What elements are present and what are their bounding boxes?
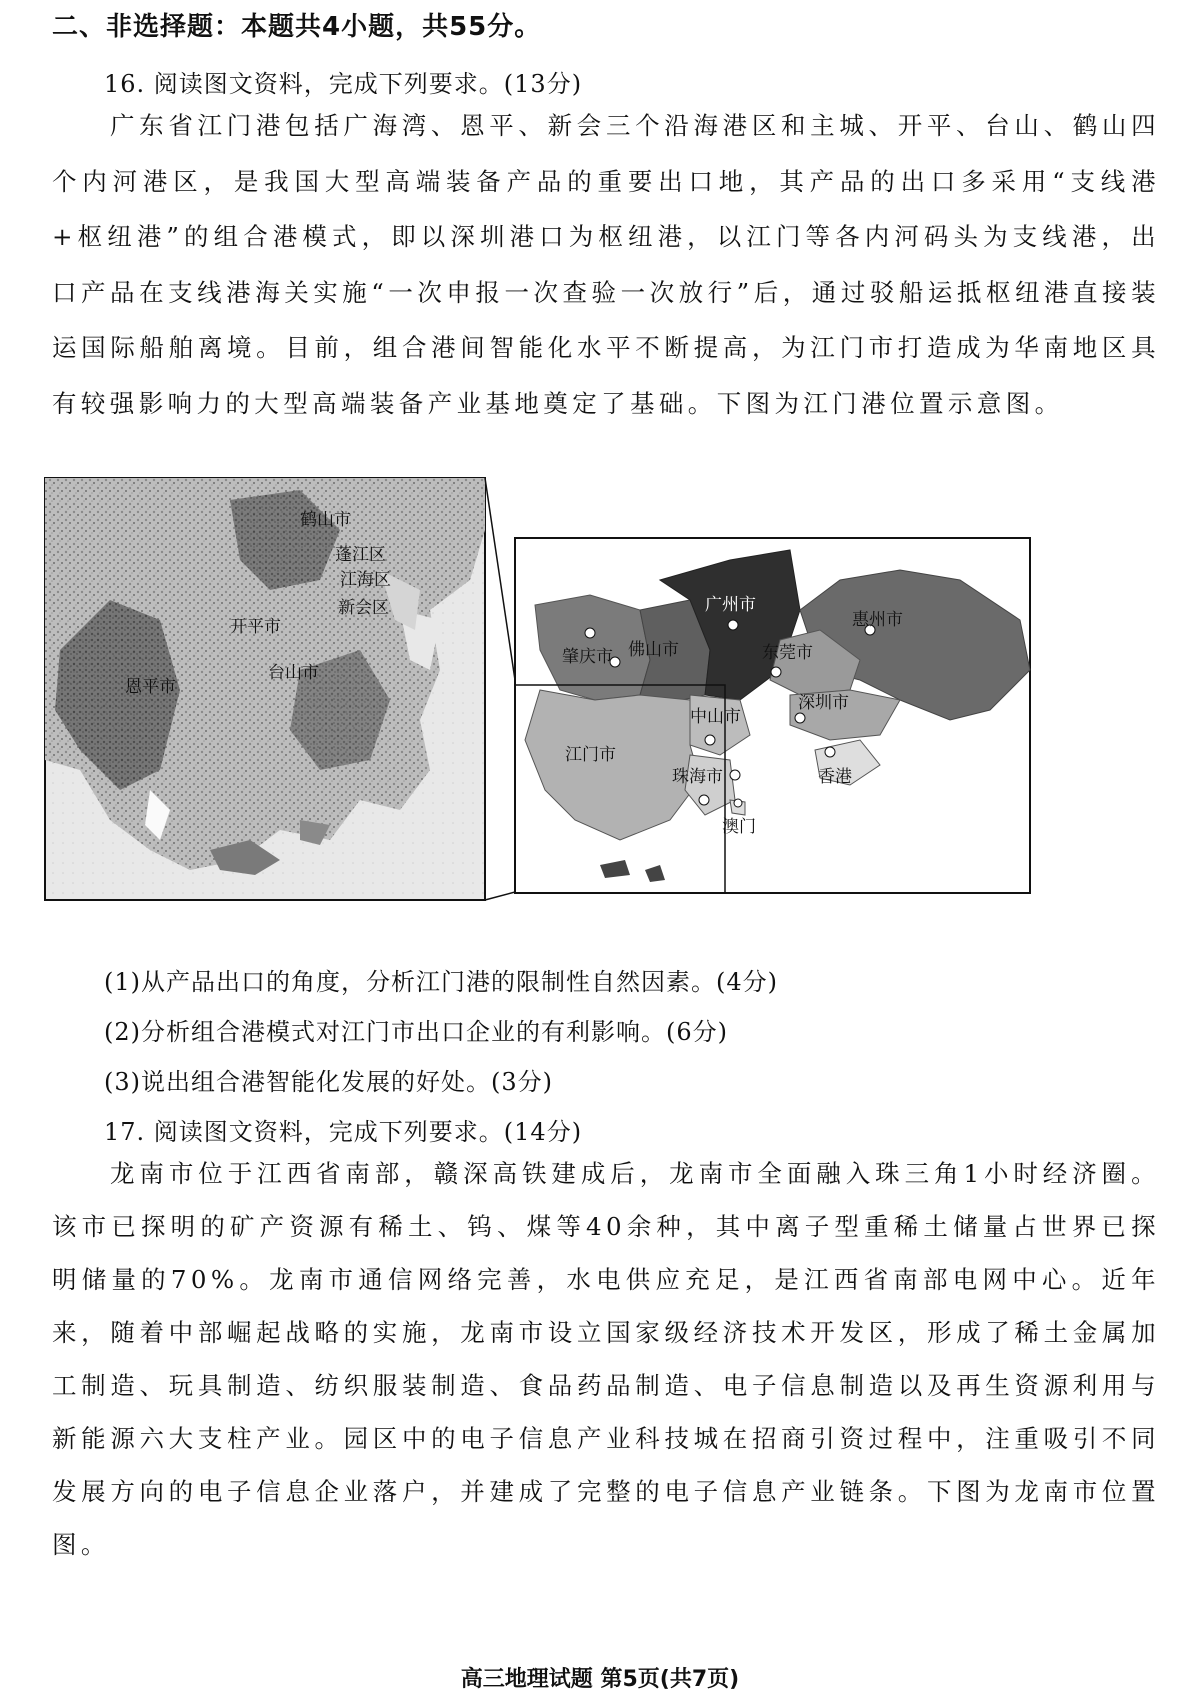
jiangmen-port-location-figure — [0, 470, 1200, 910]
label-macau: 澳门 — [722, 817, 756, 837]
question-17-heading: 17. 阅读图文资料，完成下列要求。(14分) — [104, 1118, 583, 1146]
label-zhaoqing: 肇庆市 — [562, 647, 613, 667]
label-shenzhen: 深圳市 — [798, 693, 849, 713]
connector-line-top — [485, 478, 515, 680]
label-foshan: 佛山市 — [628, 640, 679, 660]
label-dongguan: 东莞市 — [762, 643, 813, 663]
label-kaiping: 开平市 — [230, 617, 281, 637]
question-17-paragraph: 龙南市位于江西省南部，赣深高铁建成后，龙南市全面融入珠三角1小时经济圈。该市已探明的矿产资源有稀土、钨、煤等40余种，其中离子型重稀土储量占世界已探明储量的70%。龙南市通信网络完善，水电供应充足，是江西省南部电网中心。近年来，随着中部崛起战略的实施，龙南市设立国家级经济技术开发区，形成了稀土金属加工制造、玩具制造、纺织服装制造、食品药品制造、电子信息制造以及再生资源利用与新能源六大支柱产业。园区中的电子信息产业科技城在招商引资过程中，注重吸引不同发展方向的电子信息企业落户，并建成了完整的电子信息产业链条。下图为龙南市位置图。 — [52, 1159, 1160, 1559]
section-heading: 二、非选择题：本题共4小题，共55分。 — [52, 12, 542, 42]
question-16-sub-3: (3)说出组合港智能化发展的好处。(3分) — [104, 1068, 553, 1096]
page-footer: 高三地理试题 第5页(共7页) — [460, 1667, 740, 1692]
label-pengjiang: 蓬江区 — [335, 545, 386, 565]
left-terrain-map — [45, 478, 485, 900]
connector-line-bottom — [485, 892, 515, 900]
label-hongkong: 香港 — [818, 767, 852, 787]
label-huizhou: 惠州市 — [852, 610, 903, 630]
label-zhuhai: 珠海市 — [672, 767, 723, 787]
label-jiangmen: 江门市 — [565, 745, 616, 765]
label-jianghai: 江海区 — [340, 570, 391, 590]
label-heshan: 鹤山市 — [300, 510, 351, 530]
question-16-heading: 16. 阅读图文资料，完成下列要求。(13分) — [104, 70, 583, 98]
label-xinhui: 新会区 — [338, 598, 389, 618]
label-zhongshan: 中山市 — [690, 707, 741, 727]
label-enping: 恩平市 — [125, 677, 176, 697]
question-16-sub-1: (1)从产品出口的角度，分析江门港的限制性自然因素。(4分) — [104, 968, 778, 996]
right-regional-map — [515, 538, 1030, 893]
label-guangzhou: 广州市 — [705, 595, 756, 615]
question-16-sub-2: (2)分析组合港模式对江门市出口企业的有利影响。(6分) — [104, 1018, 728, 1046]
label-taishan: 台山市 — [268, 663, 319, 683]
question-16-paragraph: 广东省江门港包括广海湾、恩平、新会三个沿海港区和主城、开平、台山、鹤山四个内河港区，是我国大型高端装备产品的重要出口地，其产品的出口多采用“支线港+枢纽港”的组合港模式，即以深圳港口为枢纽港，以江门等各内河码头为支线港，出口产品在支线港海关实施“一次申报一次查验一次放行”后，通过驳船运抵枢纽港直接装运国际船舶离境。目前，组合港间智能化水平不断提高，为江门市打造成为华南地区具有较强影响力的大型高端装备产业基地奠定了基础。下图为江门港位置示意图。 — [52, 111, 1160, 418]
